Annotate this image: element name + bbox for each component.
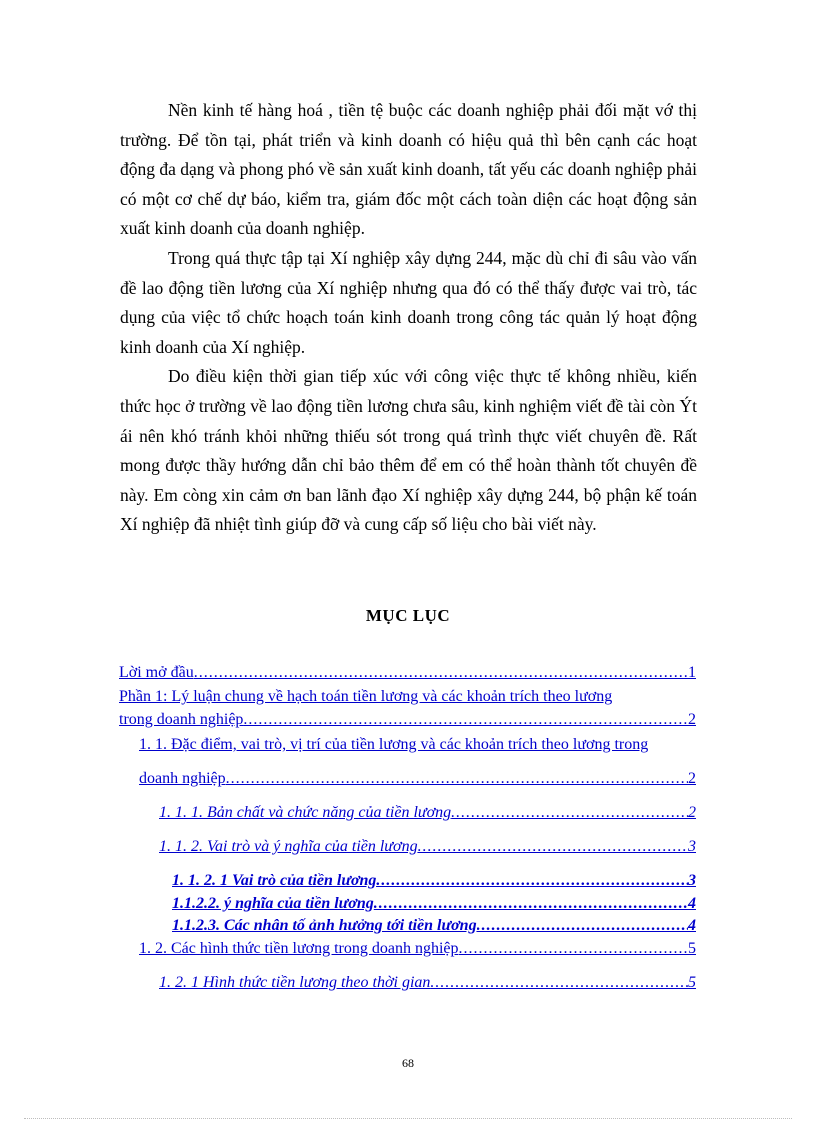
toc-entry-page: 2: [688, 804, 696, 821]
toc-entry-phan-1[interactable]: [119, 711, 696, 729]
toc-entry-label: 1. 1. 2. Vai trò và ý nghĩa của tiền lương: [159, 838, 418, 855]
toc-entry-1-1[interactable]: [139, 770, 696, 788]
toc-entry-label: 1. 2. Các hình thức tiền lương trong doanh nghiệp: [139, 940, 459, 957]
toc-entry-1-1-2-1[interactable]: [172, 872, 696, 890]
toc-dot-leader: [243, 711, 688, 729]
toc-entry-1-1-2-2[interactable]: [172, 895, 696, 913]
toc-entry-loi-mo-dau[interactable]: [119, 664, 696, 682]
toc-entry-page: 4: [688, 895, 696, 912]
toc-dot-leader: [430, 974, 688, 992]
toc-entry-label: trong doanh nghiệp: [119, 711, 244, 728]
toc-entry-label: 1. 2. 1 Hình thức tiền lương theo thời gian: [159, 974, 431, 991]
toc-dot-leader: [194, 664, 688, 682]
body-text: [120, 96, 697, 540]
toc-entry-1-1-1[interactable]: [159, 804, 696, 822]
toc-entry-1-2-1[interactable]: [159, 974, 696, 992]
toc-entry-page: 2: [688, 770, 696, 787]
toc-entry-1-1-2[interactable]: [159, 838, 696, 856]
toc-title: MỤC LỤC: [365, 606, 451, 625]
toc-entry-page: 5: [688, 974, 696, 991]
toc-entry-1-1-line1[interactable]: 1. 1. Đặc điểm, vai trò, vị trí của tiền lương và các khoản trích theo lương trong: [139, 736, 649, 753]
paragraph-1: Nền kinh tế hàng hoá , tiền tệ buộc các doanh nghiệp phải đối mặt vớ thị trường. Để tồn tại, phát triển và kinh doanh có hiệu quả thì bên cạnh các hoạt động đa dạng và phong phó về sản xuất kinh doanh, tất yếu các doanh nghiệp phải có một cơ chế dự báo, kiểm tra, giám đốc một cách toàn diện các hoạt động sản xuất kinh doanh của doanh nghiệp.: [120, 100, 697, 239]
toc-entry-label: 1. 1. 1. Bản chất và chức năng của tiền lương: [159, 804, 452, 821]
toc-entry-page: 2: [688, 711, 696, 728]
toc-entry-page: 1: [688, 664, 696, 681]
page-number: 68: [402, 1056, 414, 1070]
toc-entry-label: 1. 1. 2. 1 Vai trò của tiền lương: [172, 872, 377, 889]
toc-dot-leader: [451, 804, 688, 822]
toc-entry-label: Lời mở đầu: [119, 664, 194, 681]
toc-dot-leader: [459, 940, 688, 958]
footer-divider: [24, 1118, 792, 1119]
toc-dot-leader: [376, 872, 688, 890]
paragraph-3: Do điều kiện thời gian tiếp xúc với công việc thực tế không nhiều, kiến thức học ở trường về lao động tiền lương chưa sâu, kinh nghiệm viết đề tài còn Ýt ái nên khó tránh khỏi những thiếu sót trong quá trình thực viết chuyên đề. Rất mong được thầy hướng dẫn chỉ bảo thêm để em có thể hoàn thành tốt chuyên đề này. Em còng xin cảm ơn ban lãnh đạo Xí nghiệp xây dựng 244, bộ phận kế toán Xí nghiệp đã nhiệt tình giúp đỡ và cung cấp số liệu cho bài viết này.: [120, 366, 697, 535]
toc-entry-page: 5: [688, 940, 696, 957]
toc-dot-leader: [418, 838, 688, 856]
toc-dot-leader: [374, 895, 688, 913]
toc-entry-label: 1.1.2.2. ý nghĩa của tiền lương: [172, 895, 374, 912]
toc-entry-page: 4: [688, 917, 696, 934]
toc-entry-label: doanh nghiệp: [139, 770, 226, 787]
toc-entry-1-2[interactable]: [139, 940, 696, 958]
toc-entry-page: 3: [688, 838, 696, 855]
toc-dot-leader: [226, 770, 688, 788]
toc-entry-1-1-2-3[interactable]: [172, 917, 696, 935]
paragraph-2: Trong quá thực tập tại Xí nghiệp xây dựng 244, mặc dù chỉ đi sâu vào vấn đề lao động tiền lương của Xí nghiệp nhưng qua đó có thể thấy được vai trò, tác dụng của việc tổ chức hoạch toán kinh doanh trong công tác quản lý hoạt động kinh doanh của Xí nghiệp.: [120, 247, 697, 357]
toc-entry-page: 3: [688, 872, 696, 889]
toc-dot-leader: [477, 917, 688, 935]
toc-entry-label: 1.1.2.3. Các nhân tố ảnh hưởng tới tiền lương: [172, 917, 477, 934]
toc-entry-phan-1-line1[interactable]: Phần 1: Lý luận chung về hạch toán tiền lương và các khoản trích theo lương: [119, 688, 613, 705]
